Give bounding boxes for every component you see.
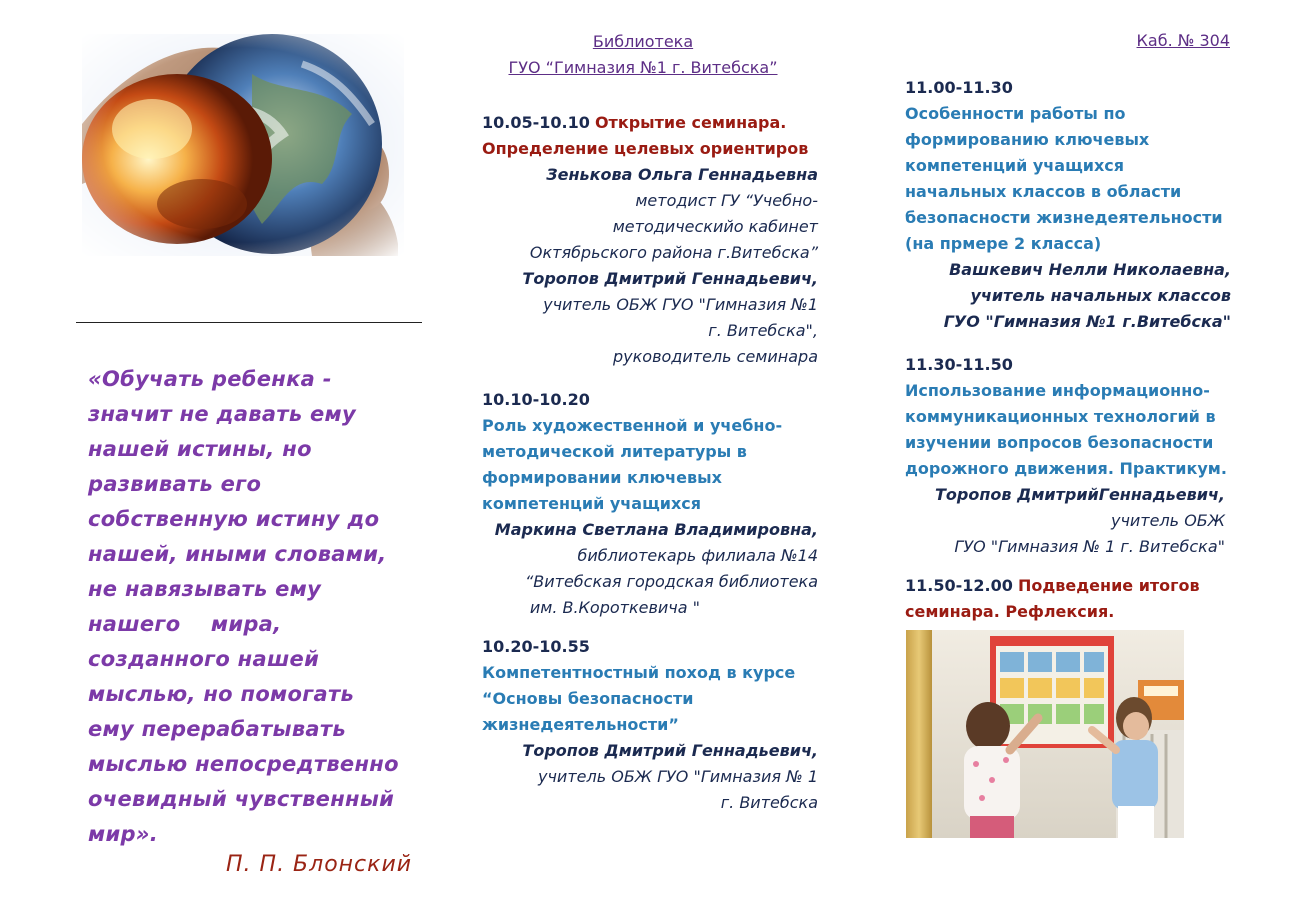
speaker-info: “Витебская городская библиотека	[524, 572, 818, 591]
session-title: Определение целевых ориентиров	[482, 139, 809, 158]
session-5	[905, 352, 1225, 560]
session-title: начальных классов в области	[905, 182, 1182, 201]
session-title: дорожного движения. Практикум.	[905, 459, 1227, 478]
session-time: 10.10-10.20	[482, 390, 590, 409]
speaker-info: учитель ОБЖ ГУО "Гимназия №1	[543, 295, 818, 314]
session-1	[482, 110, 818, 370]
quote-line: значит не давать ему	[88, 402, 357, 426]
quote-line: «Обучать ребенка -	[88, 367, 332, 391]
session-title: методической литературы в	[482, 442, 747, 461]
session-time: 11.30-11.50	[905, 355, 1013, 374]
quote-line: собственную истину до	[88, 507, 380, 531]
earth-in-hand-image	[82, 34, 404, 256]
session-title: формированию ключевых	[905, 130, 1150, 149]
header-library: Библиотека	[592, 32, 694, 51]
session-title: компетенций учащихся	[482, 494, 702, 513]
speaker-name: Торопов Дмитрий Геннадьевич,	[522, 269, 818, 288]
speaker-info: ГУО "Гимназия № 1 г. Витебска"	[954, 537, 1225, 556]
speaker-info: методист ГУ “Учебно-	[635, 191, 818, 210]
session-3	[482, 634, 818, 816]
quote-line: нашего мира,	[88, 612, 282, 636]
session-title: Использование информационно-	[905, 381, 1210, 400]
divider-line	[76, 322, 422, 323]
room-number: Каб. № 304	[1136, 31, 1230, 50]
speaker-info: учитель начальных классов	[970, 286, 1231, 305]
session-time: 10.05-10.10	[482, 113, 590, 132]
session-title: Особенности работы по	[905, 104, 1126, 123]
speaker-name: Торопов Дмитрий Геннадьевич,	[522, 741, 818, 760]
header-gymnasium: ГУО “Гимназия №1 г. Витебска”	[508, 58, 778, 77]
session-6	[905, 573, 1225, 625]
children-at-poster-image	[906, 630, 1184, 838]
quote-line: нашей, иными словами,	[88, 542, 387, 566]
speaker-info: г. Витебска	[720, 793, 818, 812]
speaker-info: библиотекарь филиала №14	[577, 546, 818, 565]
session-title: Подведение итогов	[1017, 576, 1200, 595]
session-time: 11.00-11.30	[905, 78, 1013, 97]
session-title: коммуникационных технологий в	[905, 407, 1216, 426]
speaker-info: Октябрьского района г.Витебска”	[529, 243, 818, 262]
speaker-info: руководитель семинара	[613, 347, 818, 366]
speaker-info: ГУО "Гимназия №1 г.Витебска"	[943, 312, 1231, 331]
quote-line: очевидный чувственный	[88, 787, 395, 811]
speaker-info: г. Витебска",	[708, 321, 818, 340]
quote-line: ему перерабатывать	[88, 717, 346, 741]
session-4	[905, 75, 1231, 335]
speaker-info: учитель ОБЖ	[1110, 511, 1225, 530]
speaker-name: Зенькова Ольга Геннадьевна	[546, 165, 818, 184]
speaker-name: Вашкевич Нелли Николаевна,	[949, 260, 1231, 279]
quote-line: мыслью непосредтвенно	[88, 752, 399, 776]
quote-line: развивать его	[88, 472, 262, 496]
session-title: Компетентностный поход в курсе	[482, 663, 796, 682]
session-title: “Основы безопасности	[482, 689, 694, 708]
quote-line: созданного нашей	[88, 647, 320, 671]
speaker-name: Маркина Светлана Владимировна,	[494, 520, 818, 539]
blonsky-quote	[88, 362, 418, 852]
speaker-info: методическийо кабинет	[612, 217, 818, 236]
quote-line: нашей истины, но	[88, 437, 312, 461]
session-title: изучении вопросов безопасности	[905, 433, 1214, 452]
session-title: компетенций учащихся	[905, 156, 1125, 175]
speaker-info: им. В.Короткевича "	[529, 598, 700, 617]
session-title: формировании ключевых	[482, 468, 722, 487]
session-title: Открытие семинара.	[594, 113, 787, 132]
speaker-info: учитель ОБЖ ГУО "Гимназия № 1	[538, 767, 818, 786]
quote-line: мыслью, но помогать	[88, 682, 355, 706]
session-title: безопасности жизнедеятельности	[905, 208, 1223, 227]
quote-author: П. П. Блонский	[226, 852, 413, 877]
session-title: жизнедеятельности”	[482, 715, 679, 734]
session-time: 11.50-12.00	[905, 576, 1013, 595]
quote-line: мир».	[88, 822, 159, 846]
session-2	[482, 387, 818, 621]
speaker-name: Торопов ДмитрийГеннадьевич,	[934, 485, 1225, 504]
quote-line: не навязывать ему	[88, 577, 322, 601]
session-time: 10.20-10.55	[482, 637, 590, 656]
session-title: (на прмере 2 класса)	[905, 234, 1102, 253]
session-title: семинара. Рефлексия.	[905, 602, 1115, 621]
session-title: Роль художественной и учебно-	[482, 416, 783, 435]
